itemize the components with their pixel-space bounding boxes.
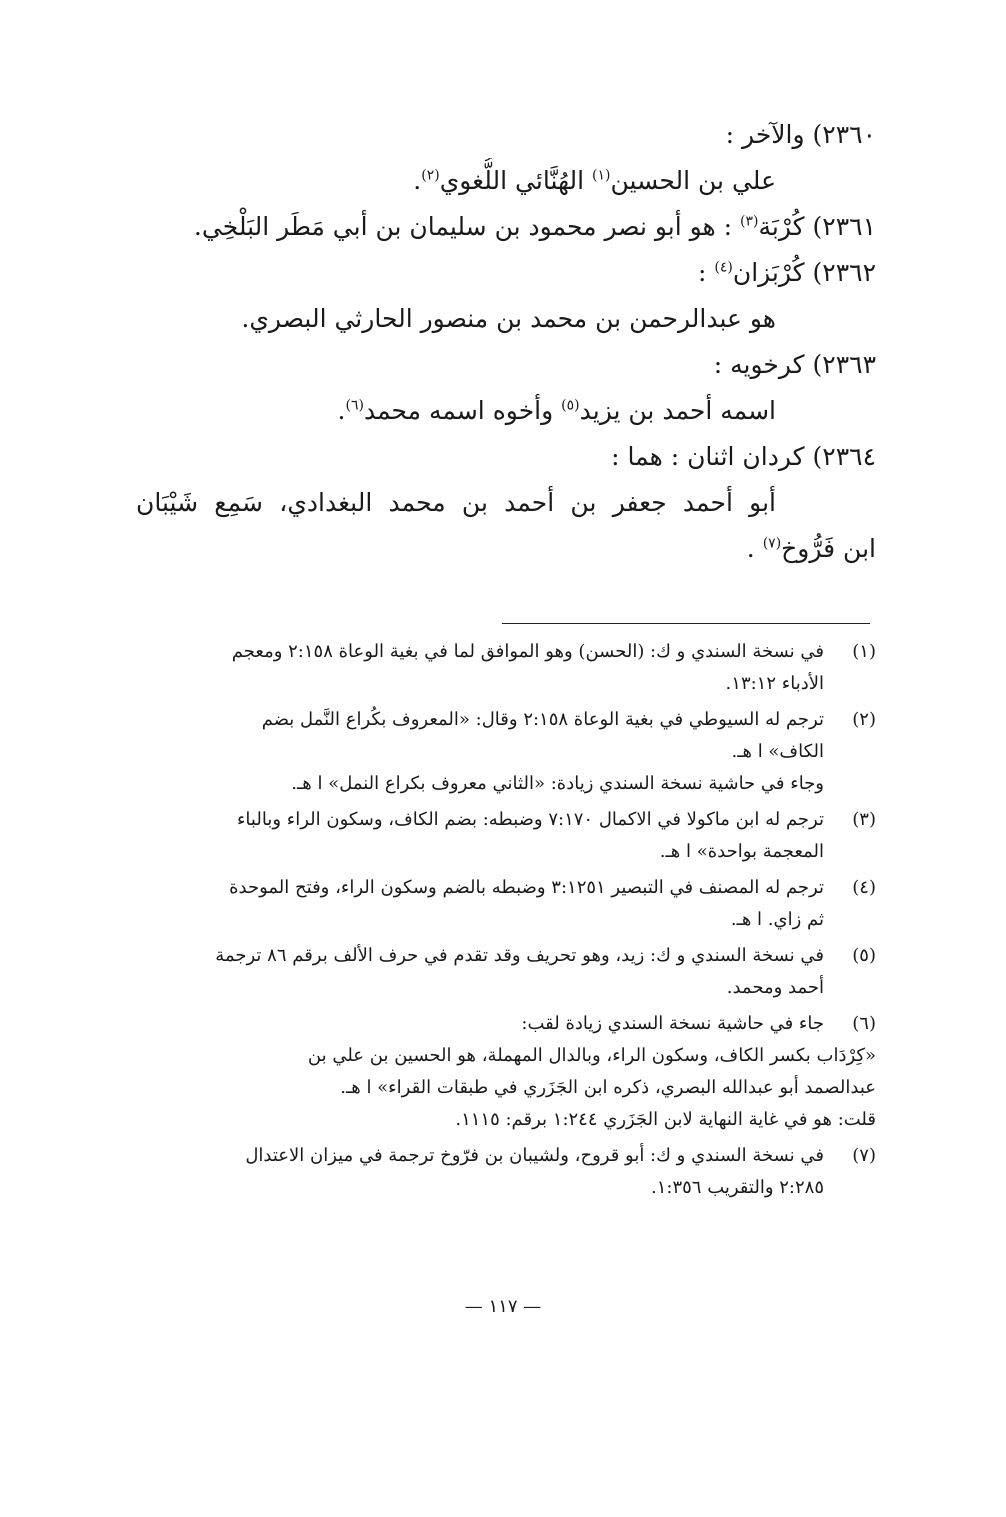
entry-2360-name: علي بن الحسين$^{(١)}$ الهُنَّائي اللُّغوي$^{(٢)}$.	[413, 166, 776, 195]
footnote-4: (٤) ترجم له المصنف في التبصير ٣:١٢٥١ وضبطه بالضم وسكون الراء، وفتح الموحدة ثم زاي. ا هـ.	[156, 872, 876, 936]
entry-2364-line-1: أبو أحمد جعفر بن أحمد بن محمد البغدادي، سَمِع شَيْبَان	[136, 488, 776, 517]
footnote-7: (٧) في نسخة السندي و ك: أبو قروح، ولشيبان بن فرّوخ ترجمة في ميزان الاعتدال ٢:٢٨٥ والتقريب ١:٣٥٦.	[156, 1140, 876, 1204]
footnote-number: (٦)	[852, 1013, 876, 1034]
footnote-2: (٢) ترجم له السيوطي في بغية الوعاة ٢:١٥٨ وقال: «المعروف بكُراع النَّمل بضم الكاف» ا هـ. وجاء في حاشية نسخة السندي زيادة: «الثاني معروف بكراع النمل» ا هـ.	[156, 704, 876, 800]
entry-2363-heading: ٢٣٦٣) كرخويه :	[713, 350, 876, 379]
entry-2361: ٢٣٦١) كُرْبَة$^{(٣)}$ : هو أبو نصر محمود بن سليمان بن أبي مَطَر البَلْخِي.	[193, 212, 876, 241]
footnote-ref-7[interactable]: (٧)	[762, 535, 782, 552]
footnote-ref-5[interactable]: (٥)	[561, 397, 580, 414]
footnote-6: (٦) جاء في حاشية نسخة السندي زيادة لقب: «كِرْدَاب بكسر الكاف، وسكون الراء، وبالدال المهملة، هو الحسين بن علي بن عبدالصمد أبو عبدالله البصري، ذكره ابن الجَزَري في طبقات القراء» ا هـ. قلت: هو في غاية النهاية لابن الجَزَري ١:٢٤٤ برقم: ١١١٥.	[156, 1008, 876, 1136]
footnote-number: (٧)	[852, 1145, 876, 1166]
footnote-5: (٥) في نسخة السندي و ك: زيد، وهو تحريف وقد تقدم في حرف الألف برقم ٨٦ ترجمة أحمد ومحمد.	[156, 940, 876, 1004]
footnote-separator	[502, 623, 870, 624]
footnote-1: (١) في نسخة السندي و ك: (الحسن) وهو الموافق لما في بغية الوعاة ٢:١٥٨ ومعجم الأدباء ١٣:١٢.	[156, 636, 876, 700]
footnote-ref-4[interactable]: (٤)	[714, 259, 733, 276]
entry-2362-name: هو عبدالرحمن بن محمد بن منصور الحارثي البصري.	[241, 304, 776, 333]
footnote-ref-2[interactable]: (٢)	[421, 167, 440, 184]
footnote-number: (٤)	[852, 877, 876, 898]
footnote-number: (٣)	[852, 809, 876, 830]
entry-2362-heading: ٢٣٦٢) كُرْبَزان$^{(٤)}$ :	[697, 258, 876, 287]
footnote-number: (٥)	[852, 945, 876, 966]
entry-2363-name: اسمه أحمد بن يزيد$^{(٥)}$ وأخوه اسمه محمد$^{(٦)}$.	[337, 396, 776, 425]
page-number: — ١١٧ —	[464, 1296, 542, 1317]
footnote-number: (١)	[852, 641, 876, 662]
entry-2364-heading: ٢٣٦٤) كردان اثنان : هما :	[611, 442, 876, 471]
main-text	[136, 112, 876, 572]
entry-2360-heading: ٢٣٦٠) والآخر :	[725, 120, 876, 149]
footnote-ref-6[interactable]: (٦)	[345, 397, 364, 414]
footnotes	[156, 636, 876, 1208]
footnote-ref-1[interactable]: (١)	[592, 167, 611, 184]
footnote-ref-3[interactable]: (٣)	[740, 213, 759, 230]
footnote-number: (٢)	[852, 709, 876, 730]
entry-2364-line-2: ابن فَرُّوخ$^{(٧)}$ .	[746, 534, 876, 563]
footnote-3: (٣) ترجم له ابن ماكولا في الاكمال ٧:١٧٠ وضبطه: بضم الكاف، وسكون الراء وبالباء المعجمة بواحدة» ا هـ.	[156, 804, 876, 868]
